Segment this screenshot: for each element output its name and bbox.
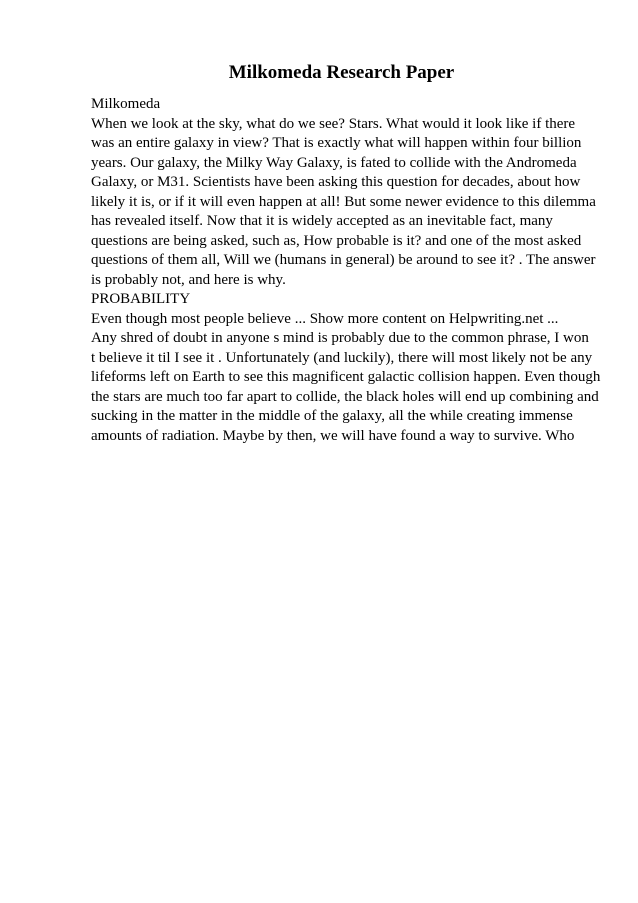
text-line: the stars are much too far apart to collide, the black holes will end up combining and xyxy=(91,388,599,405)
text-line: sucking in the matter in the middle of the galaxy, all the while creating immense xyxy=(91,408,573,424)
text-line: lifeforms left on Earth to see this magnificent galactic collision happen. Even though xyxy=(91,369,601,385)
text-line-more-content: Even though most people believe ... Show more content on Helpwriting.net ... xyxy=(91,310,559,327)
text-line: amounts of radiation. Maybe by then, we will have found a way to survive. Who xyxy=(91,427,575,444)
text-line: years. Our galaxy, the Milky Way Galaxy, is fated to collide with the Andromeda xyxy=(91,154,577,171)
text-line: questions of them all, Will we (humans in general) be around to see it? . The answer xyxy=(91,252,596,268)
document-body xyxy=(91,95,601,446)
text-line: has revealed itself. Now that it is widely accepted as an inevitable fact, many xyxy=(91,213,553,229)
document-title: Milkomeda Research Paper xyxy=(228,62,455,83)
text-line: is probably not, and here is why. xyxy=(91,271,286,288)
text-line: When we look at the sky, what do we see? Stars. What would it look like if there xyxy=(91,115,576,132)
text-line: Any shred of doubt in anyone s mind is probably due to the common phrase, I won xyxy=(91,330,589,346)
text-line: was an entire galaxy in view? That is exactly what will happen within four billion xyxy=(91,135,582,151)
section-heading: PROBABILITY xyxy=(91,291,191,307)
text-line: Galaxy, or M31. Scientists have been asking this question for decades, about how xyxy=(91,174,581,190)
text-line: t believe it til I see it . Unfortunately (and luckily), there will most likely not be any xyxy=(91,349,593,366)
text-line: questions are being asked, such as, How probable is it? and one of the most asked xyxy=(91,232,582,249)
text-line-subtitle: Milkomeda xyxy=(91,96,161,112)
text-line: likely it is, or if it will even happen at all! But some newer evidence to this dilemma xyxy=(91,193,596,210)
